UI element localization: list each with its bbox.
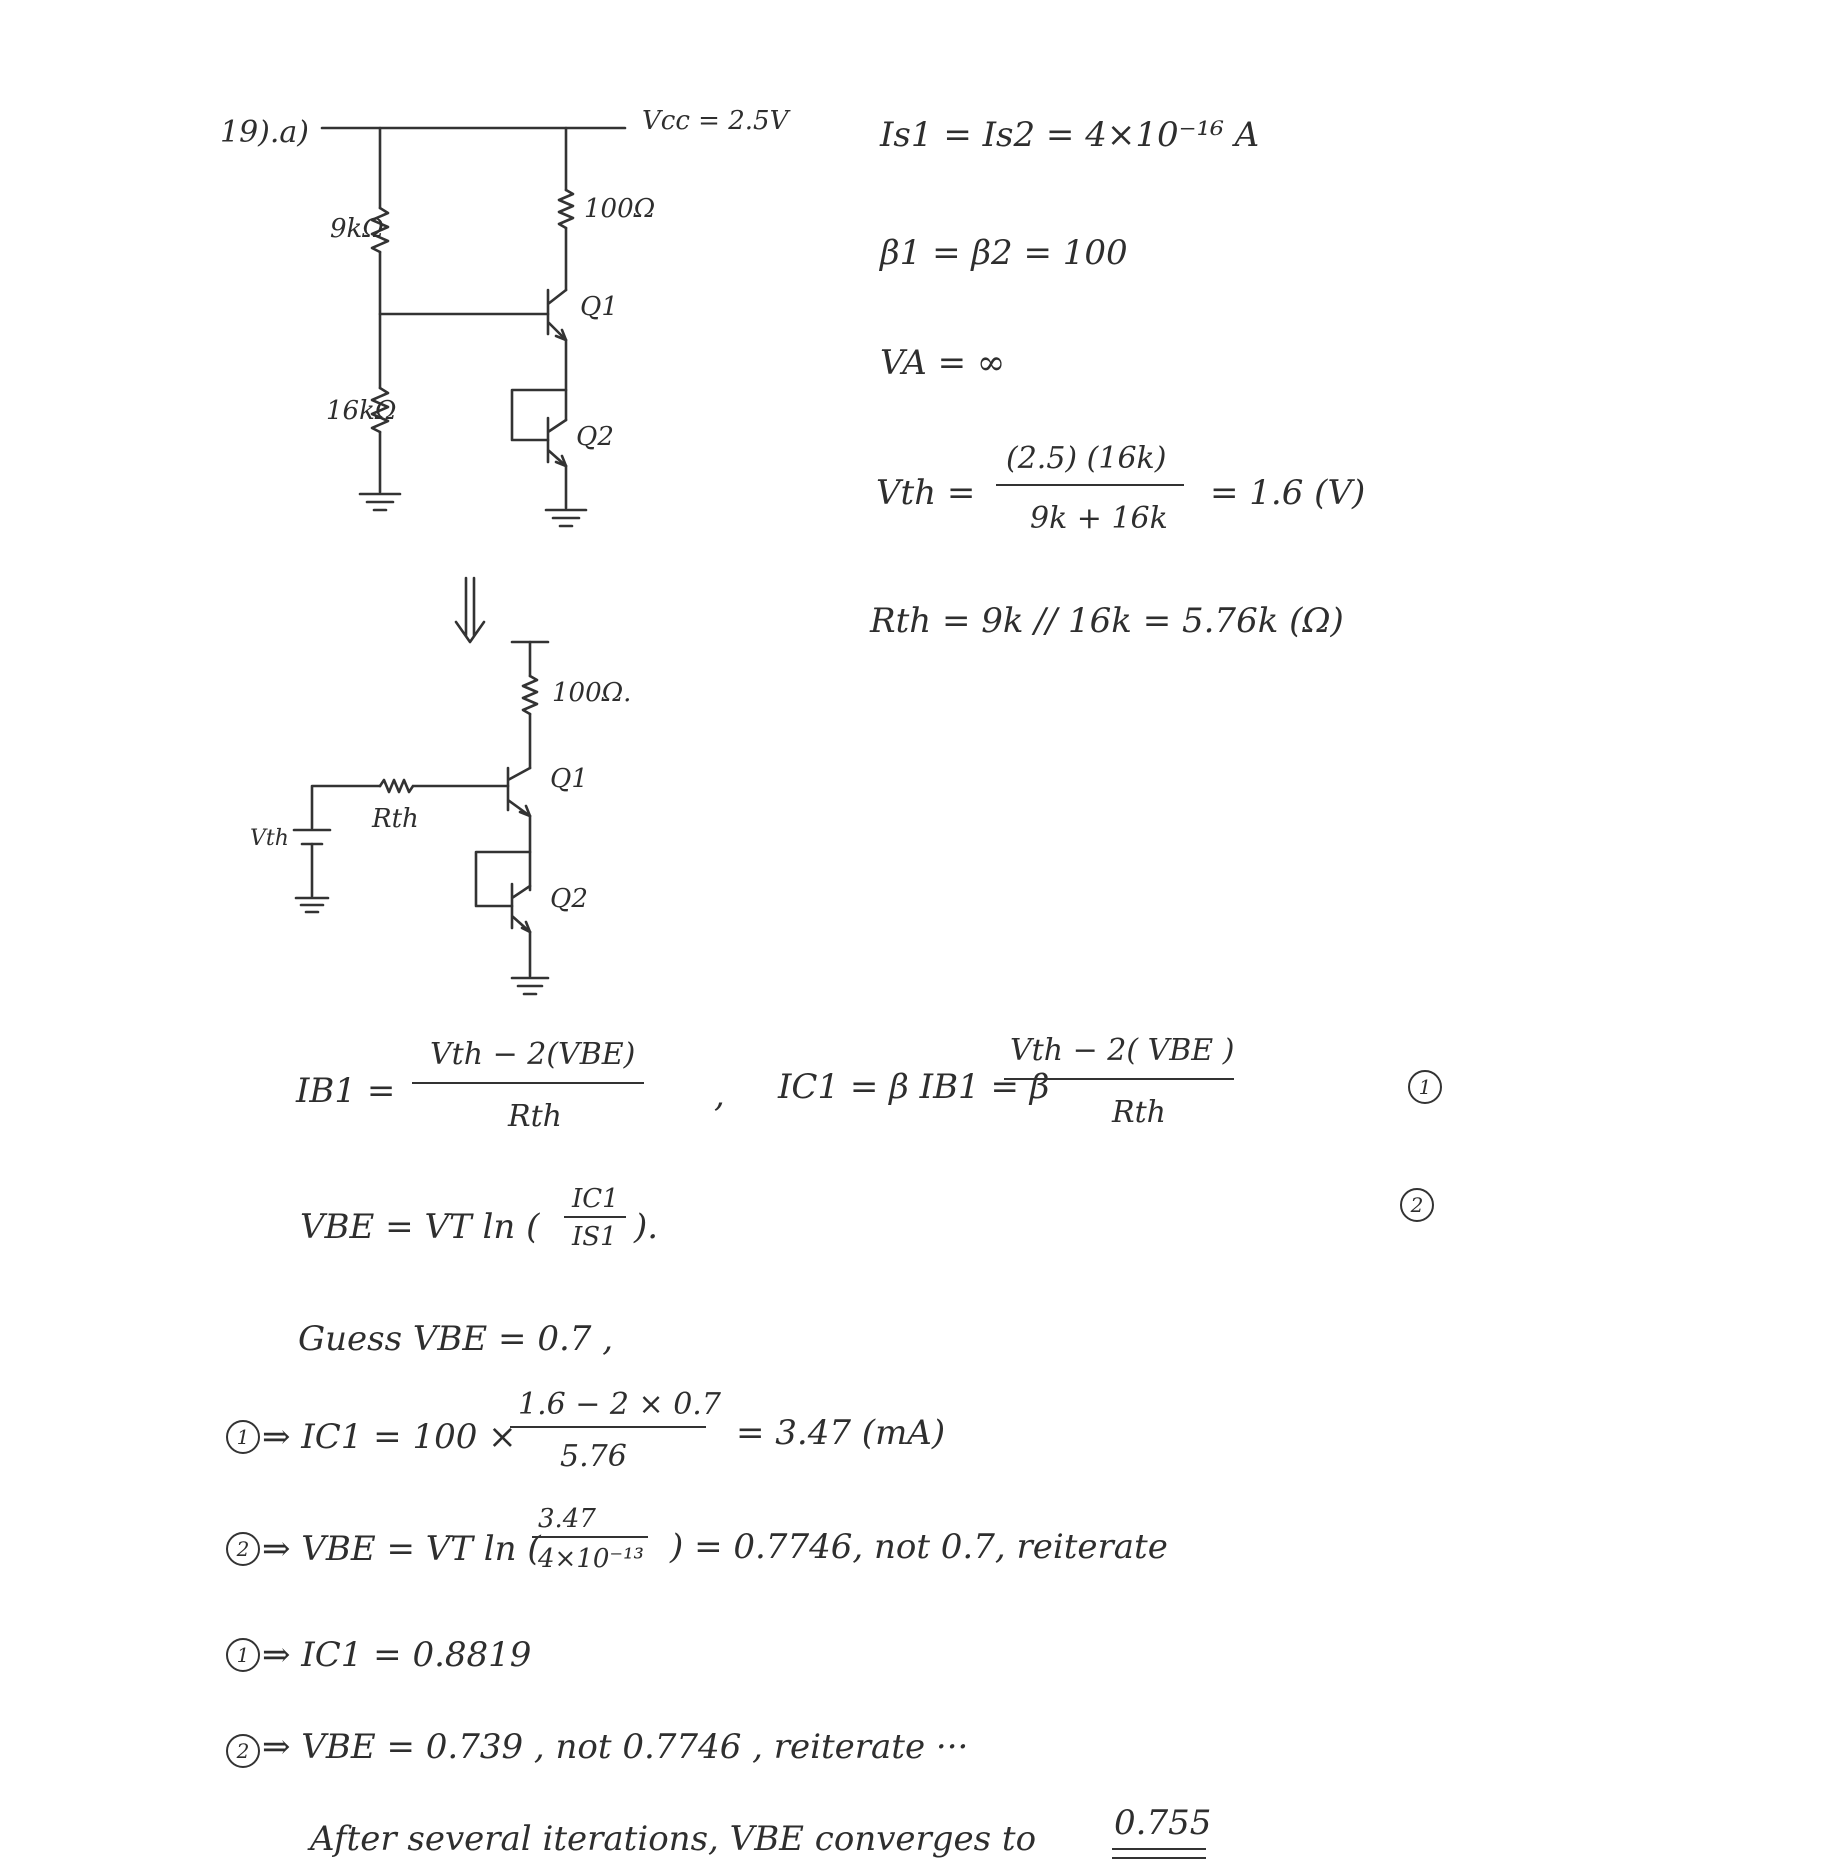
step2-denominator: 4×10⁻¹³ <box>538 1544 644 1574</box>
vbe-fraction-bar <box>564 1216 626 1218</box>
eq1-comma: , <box>714 1075 725 1115</box>
step3-text: ⇒ IC1 = 0.8819 <box>262 1635 532 1675</box>
ic-fraction-bar <box>1004 1078 1234 1080</box>
c2-q2-label: Q2 <box>550 884 588 914</box>
ic-lhs: IC1 = β IB1 = β <box>778 1067 1050 1107</box>
c2-ground-q2 <box>512 978 548 994</box>
ib-denominator: Rth <box>508 1099 562 1134</box>
rc-label: 100Ω <box>584 194 656 224</box>
r9k-label: 9kΩ <box>330 214 384 244</box>
r16k-label: 16kΩ <box>326 396 397 426</box>
c2-rth-label: Rth <box>372 804 419 834</box>
ic-numerator: Vth − 2( VBE ) <box>1010 1033 1235 1068</box>
given-beta: β1 = β2 = 100 <box>880 233 1128 273</box>
conclusion-text: After several iterations, VBE converges to <box>310 1819 1037 1859</box>
problem-label: 19).a) <box>220 115 310 150</box>
vbe-rhs: ). <box>634 1207 659 1247</box>
vth-lhs: Vth = <box>876 473 976 513</box>
conclusion-underline <box>1112 1848 1206 1859</box>
conclusion-value: 0.755 <box>1114 1803 1212 1843</box>
c2-resistor-100 <box>523 676 537 714</box>
q1-label: Q1 <box>580 292 618 322</box>
step2-tag: 2 <box>226 1532 260 1566</box>
c2-q2-diode-connect <box>476 852 530 906</box>
step1-tag: 1 <box>226 1420 260 1454</box>
step4-text: ⇒ VBE = 0.739 , not 0.7746 , reiterate ··· <box>262 1727 969 1767</box>
c2-vth-label: Vth <box>250 826 289 851</box>
vth-fraction-bar <box>996 484 1184 486</box>
c2-rc-label: 100Ω. <box>552 678 632 708</box>
q2-diode-connect <box>512 390 566 440</box>
step3-tag: 1 <box>226 1638 260 1672</box>
ic-denominator: Rth <box>1112 1095 1166 1130</box>
guess-line: Guess VBE = 0.7 , <box>298 1319 614 1359</box>
step2-numerator: 3.47 <box>538 1504 596 1534</box>
step1-rhs: = 3.47 (mA) <box>736 1413 946 1453</box>
ib-numerator: Vth − 2(VBE) <box>430 1037 636 1072</box>
step1-numerator: 1.6 − 2 × 0.7 <box>518 1387 721 1422</box>
ground-q2 <box>546 510 586 526</box>
step2-fraction-bar <box>532 1536 648 1538</box>
ib-fraction-bar <box>412 1082 644 1084</box>
step2-lhs: ⇒ VBE = VT ln ( <box>262 1529 541 1569</box>
q2-label: Q2 <box>576 422 614 452</box>
given-va: VA = ∞ <box>880 343 1006 383</box>
step1-denominator: 5.76 <box>560 1439 627 1474</box>
step2-rhs: ) = 0.7746, not 0.7, reiterate <box>670 1527 1168 1567</box>
c2-ground-vth <box>296 898 328 912</box>
c2-q1-label: Q1 <box>550 764 588 794</box>
vth-rhs: = 1.6 (V) <box>1210 473 1366 513</box>
resistor-100 <box>559 190 573 228</box>
ground-divider <box>360 494 400 510</box>
given-is: Is1 = Is2 = 4×10⁻¹⁶ A <box>880 115 1260 155</box>
vbe-denominator: IS1 <box>572 1222 617 1252</box>
vbe-lhs: VBE = VT ln ( <box>300 1207 540 1247</box>
vcc-label: Vcc = 2.5V <box>642 106 789 136</box>
c2-base-wire <box>312 786 380 828</box>
rth-result: Rth = 9k // 16k = 5.76k (Ω) <box>870 601 1344 641</box>
step1-lhs: ⇒ IC1 = 100 × <box>262 1417 517 1457</box>
vth-numerator: (2.5) (16k) <box>1006 441 1167 476</box>
step4-tag: 2 <box>226 1734 260 1768</box>
vth-denominator: 9k + 16k <box>1030 501 1168 536</box>
step1-fraction-bar <box>510 1426 706 1428</box>
eq2-tag: 2 <box>1400 1188 1434 1222</box>
c2-rth <box>380 780 413 792</box>
eq1-tag: 1 <box>1408 1070 1442 1104</box>
ib-lhs: IB1 = <box>296 1071 396 1111</box>
down-arrow <box>456 578 484 642</box>
vbe-numerator: IC1 <box>572 1184 619 1214</box>
c2-vth-source <box>294 830 330 844</box>
